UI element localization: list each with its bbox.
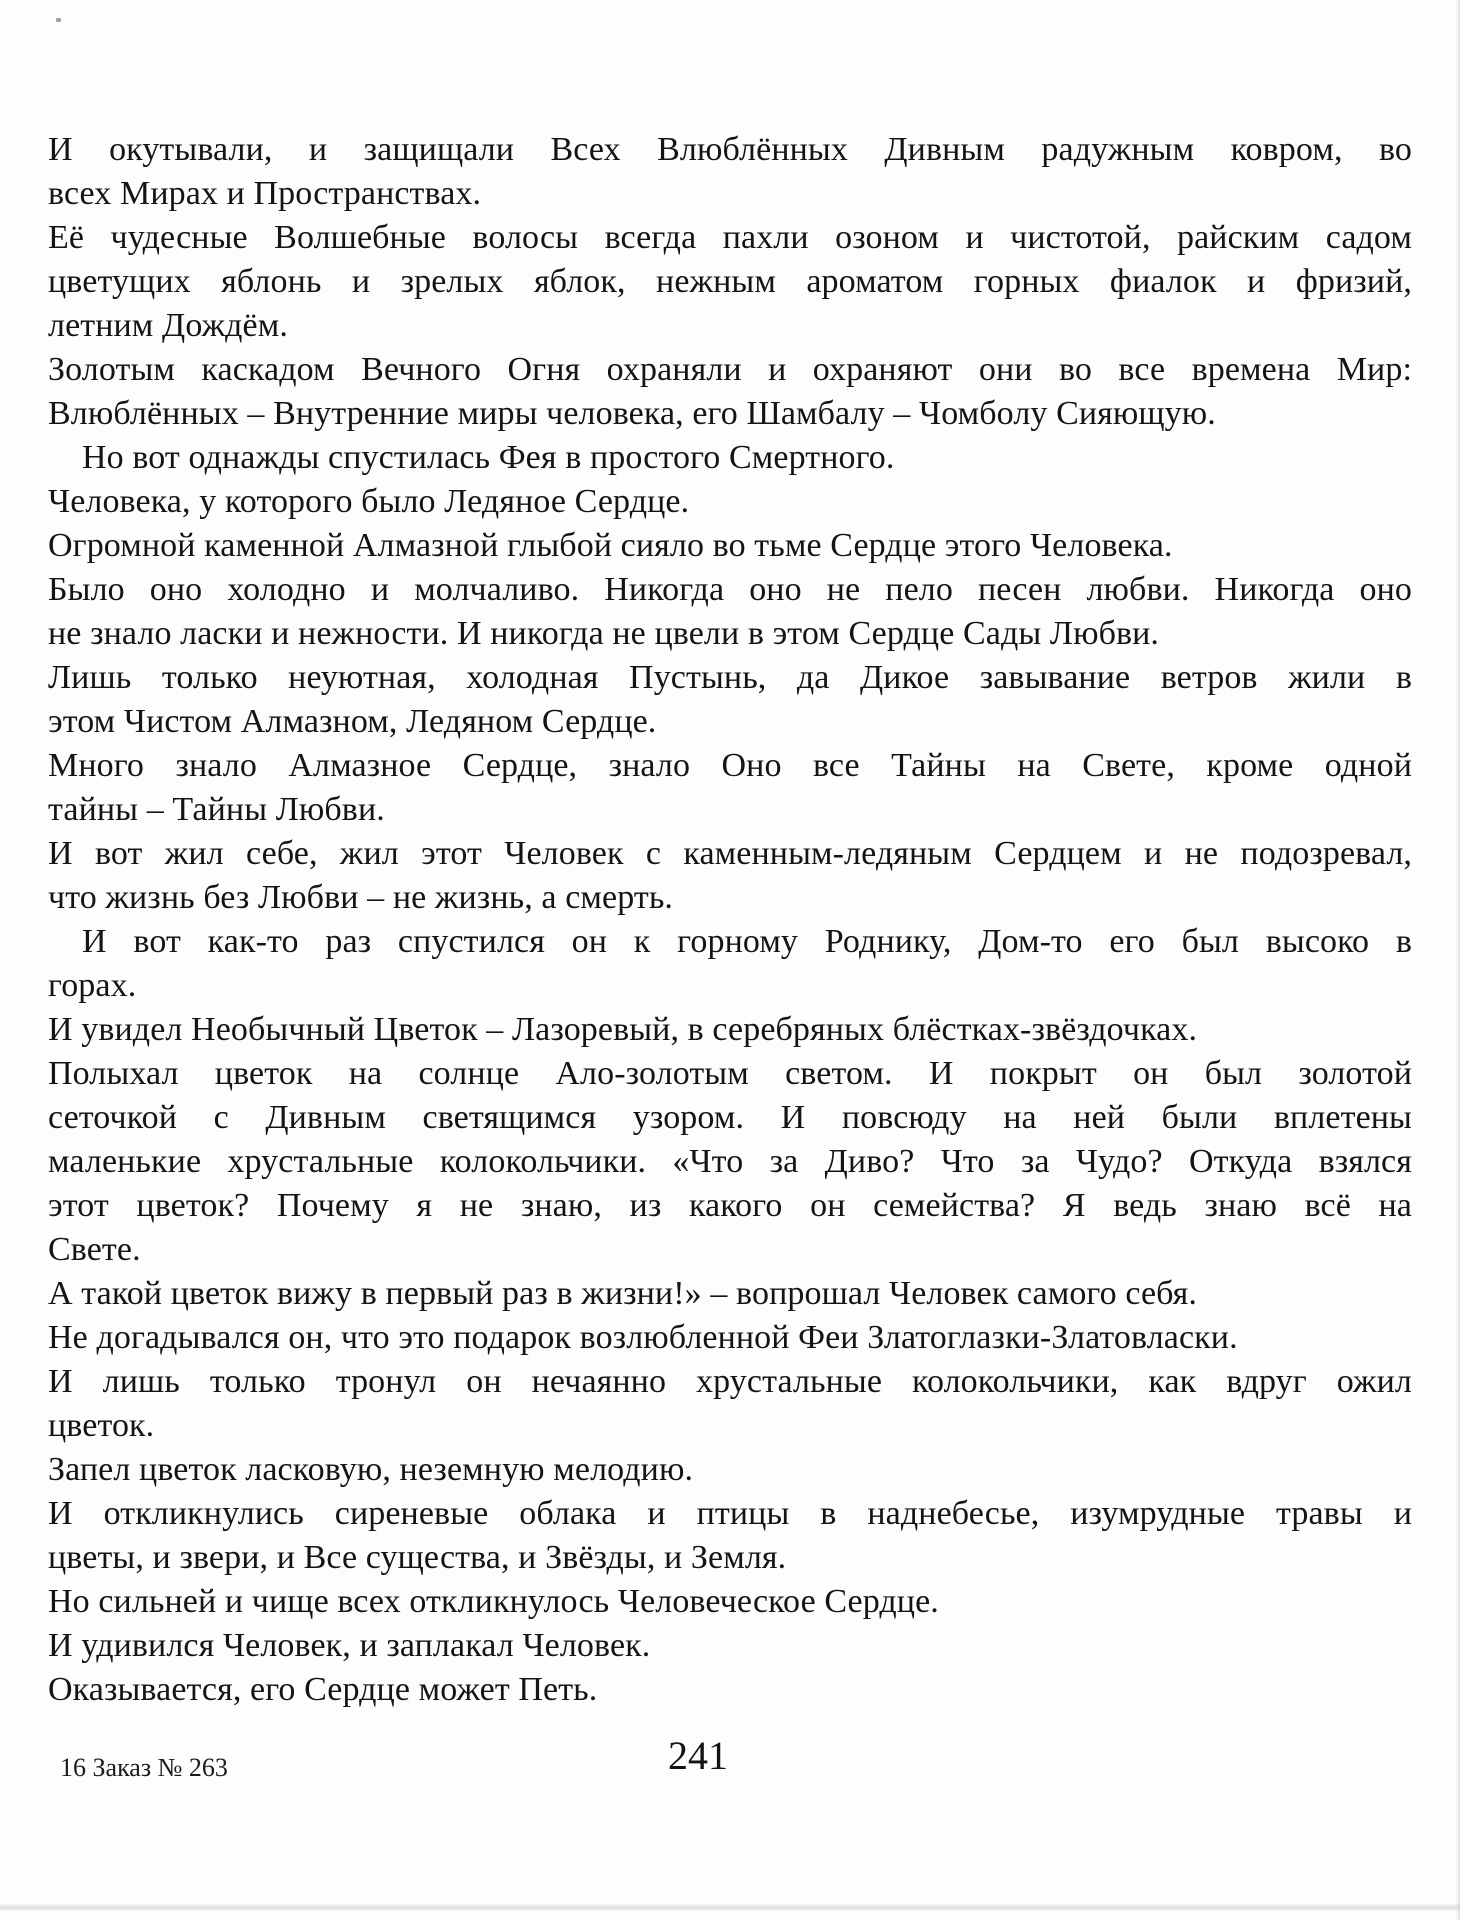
text-line: И вот жил себе, жил этот Человек с каменным-ледяным Сердцем и не подозревал, xyxy=(48,835,1412,872)
print-order-note: 16 Заказ № 263 xyxy=(60,1753,228,1782)
text-line: не знало ласки и нежности. И никогда не цвели в этом Сердце Сады Любви. xyxy=(48,615,1160,652)
text-line: сеточкой с Дивным светящимся узором. И повсюду на ней были вплетены xyxy=(48,1099,1412,1136)
text-line: Но вот однажды спустилась Фея в простого Смертного. xyxy=(82,439,895,476)
story-text-block xyxy=(48,128,1412,1712)
text-line: маленькие хрустальные колокольчики. «Что за Диво? Что за Чудо? Откуда взялся xyxy=(48,1143,1412,1180)
text-line: И лишь только тронул он нечаянно хрустальные колокольчики, как вдруг ожил xyxy=(48,1363,1412,1400)
scan-right-edge xyxy=(1456,0,1460,1920)
text-line: Но сильней и чище всех откликнулось Человеческое Сердце. xyxy=(48,1583,939,1620)
text-line: Было оно холодно и молчаливо. Никогда оно не пело песен любви. Никогда оно xyxy=(48,571,1412,608)
text-line: Её чудесные Волшебные волосы всегда пахли озоном и чистотой, райским садом xyxy=(48,219,1412,256)
text-line: всех Мирах и Пространствах. xyxy=(48,175,482,212)
text-line: Не догадывался он, что это подарок возлюбленной Феи Златоглазки-Златовласки. xyxy=(48,1319,1238,1356)
text-line: этом Чистом Алмазном, Ледяном Сердце. xyxy=(48,703,657,740)
text-line: Оказывается, его Сердце может Петь. xyxy=(48,1671,598,1708)
page-number: 241 xyxy=(668,1733,728,1778)
text-line: Человека, у которого было Ледяное Сердце. xyxy=(48,483,690,520)
scan-bottom-edge xyxy=(0,1903,1460,1911)
text-line: этот цветок? Почему я не знаю, из какого он семейства? Я ведь знаю всё на xyxy=(48,1187,1412,1224)
text-line: А такой цветок вижу в первый раз в жизни!» – вопрошал Человек самого себя. xyxy=(48,1275,1198,1312)
scan-speck xyxy=(56,18,61,22)
text-line: Огромной каменной Алмазной глыбой сияло во тьме Сердце этого Человека. xyxy=(48,527,1173,564)
text-line: И увидел Необычный Цветок – Лазоревый, в серебряных блёстках-звёздочках. xyxy=(48,1011,1198,1048)
text-lines xyxy=(48,128,1412,1712)
text-line: Свете. xyxy=(48,1231,141,1268)
text-line: Золотым каскадом Вечного Огня охраняли и охраняют они во все времена Мир: xyxy=(48,351,1412,388)
text-line: цветок. xyxy=(48,1407,155,1444)
text-line: цветущих яблонь и зрелых яблок, нежным ароматом горных фиалок и фризий, xyxy=(48,263,1412,300)
text-line: Лишь только неуютная, холодная Пустынь, да Дикое завывание ветров жили в xyxy=(48,659,1412,696)
text-line: Влюблённых – Внутренние миры человека, его Шамбалу – Чомболу Сияющую. xyxy=(48,395,1216,432)
text-line: И удивился Человек, и заплакал Человек. xyxy=(48,1627,651,1664)
text-line: что жизнь без Любви – не жизнь, а смерть. xyxy=(48,879,674,916)
text-line: летним Дождём. xyxy=(48,307,288,344)
text-line: цветы, и звери, и Все существа, и Звёзды, и Земля. xyxy=(48,1539,787,1576)
text-line: И окутывали, и защищали Всех Влюблённых Дивным радужным ковром, во xyxy=(48,131,1412,168)
text-line: Полыхал цветок на солнце Ало-золотым светом. И покрыт он был золотой xyxy=(48,1055,1412,1092)
text-line: Запел цветок ласковую, неземную мелодию. xyxy=(48,1451,694,1488)
text-line: тайны – Тайны Любви. xyxy=(48,791,385,828)
text-line: Много знало Алмазное Сердце, знало Оно все Тайны на Свете, кроме одной xyxy=(48,747,1412,784)
text-line: И откликнулись сиреневые облака и птицы в наднебесье, изумрудные травы и xyxy=(48,1495,1412,1532)
text-line: И вот как-то раз спустился он к горному Роднику, Дом-то его был высоко в xyxy=(82,923,1412,960)
text-line: горах. xyxy=(48,967,137,1004)
